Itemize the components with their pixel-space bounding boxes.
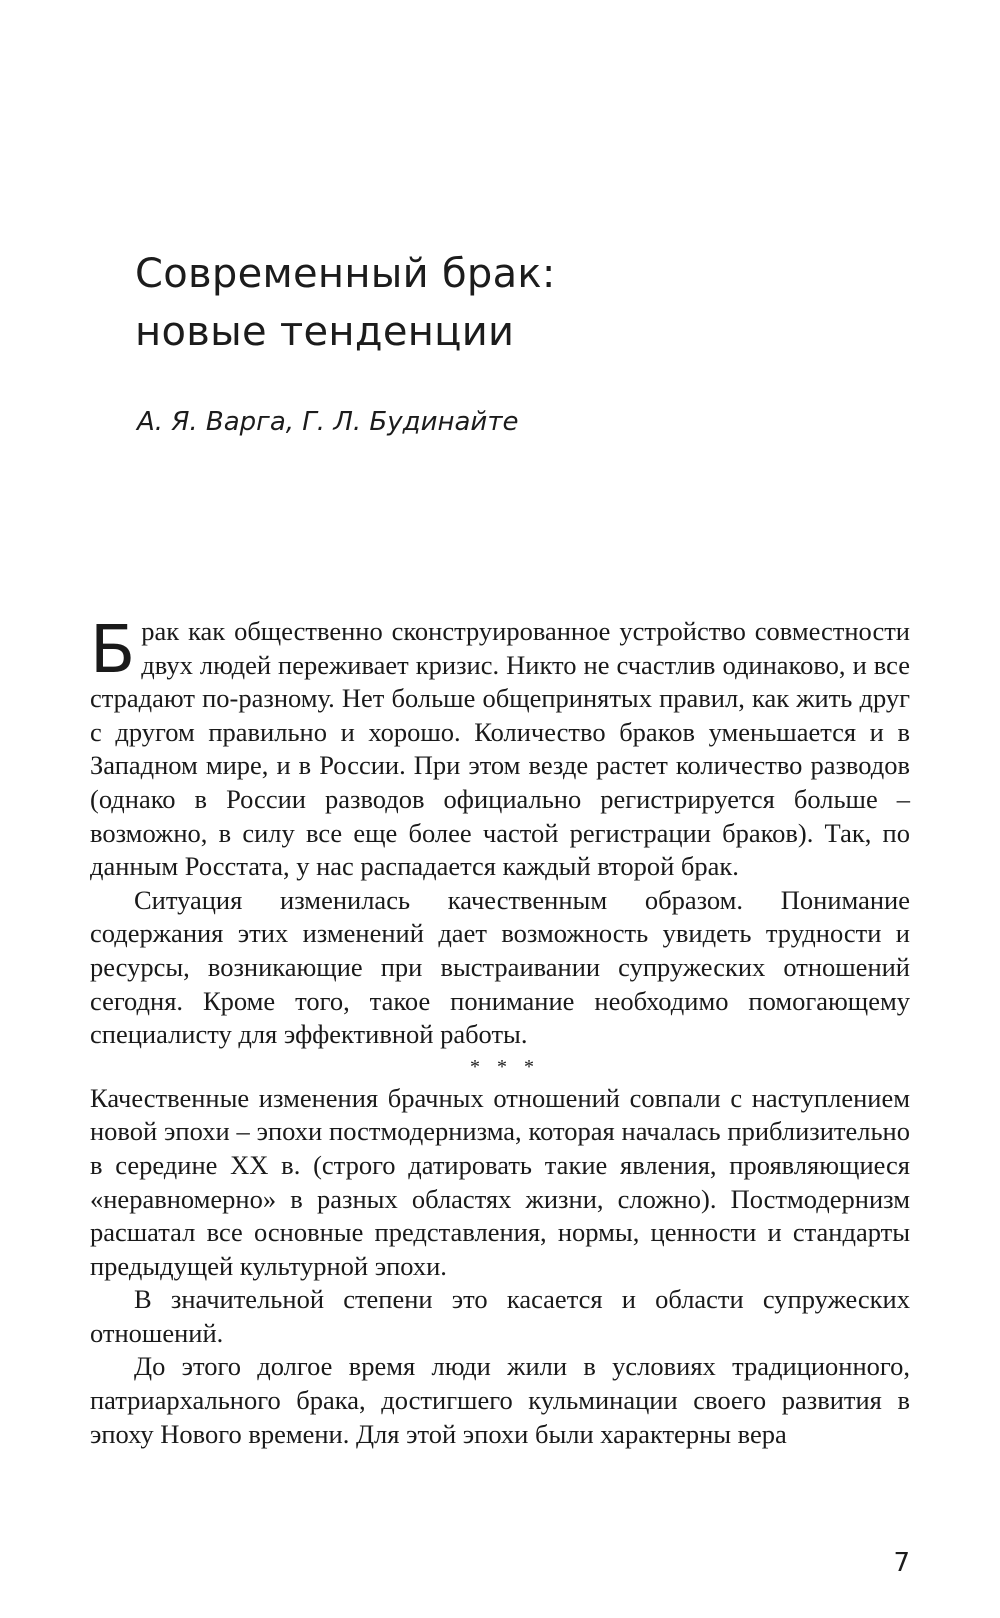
paragraph-4: В значительной степени это касается и области супружеских отношений. [90, 1284, 910, 1348]
paragraph-1-text: рак как общественно сконструированное устройство совместности двух людей переживает кризис. Никто не счастлив одинаково, и все страдают по-разному. Нет больше общепринятых правил, как жить друг с другом правильно и хорошо. Количество браков уменьшается и в Западном мире, и в России. При этом везде растет количество разводов (однако в России разводов официально регистрируется больше – возможно, в силу все еще более частой регистрации браков). Так, по данным Росстата, у нас распадается каждый второй брак. [90, 616, 910, 882]
chapter-title-line-2: новые тенденции [135, 309, 515, 355]
chapter-authors: А. Я. Варга, Г. Л. Будинайте [137, 407, 519, 437]
page-number: 7 [893, 1548, 910, 1578]
paragraph-1 [90, 611, 910, 884]
section-separator: * * * [470, 1055, 540, 1078]
paragraph-2: Ситуация изменилась качественным образом. Понимание содержания этих изменений дает возможность увидеть трудности и ресурсы, возникающие при выстраивании супружеских отношений сегодня. Кроме того, такое понимание необходимо помогающему специалисту для эффективной работы. [90, 884, 910, 1050]
body-text [90, 611, 910, 1451]
paragraph-3: Качественные изменения брачных отношений совпали с наступлением новой эпохи – эпохи постмодернизма, которая началась приблизительно в середине XX в. (строго датировать такие явления, проявляющиеся «неравномерно» в разных областях жизни, сложно). Постмодернизм расшатал все основные представления, нормы, ценности и стандарты предыдущей культурной эпохи. [90, 1082, 910, 1281]
drop-cap: Б [90, 611, 136, 688]
chapter-title [135, 245, 556, 361]
paragraph-5: До этого долгое время люди жили в условиях традиционного, патриархального брака, достигшего кульминации своего развития в эпоху Нового времени. Для этой эпохи были характерны вера [90, 1351, 910, 1449]
chapter-title-line-1: Современный брак: [135, 251, 556, 297]
